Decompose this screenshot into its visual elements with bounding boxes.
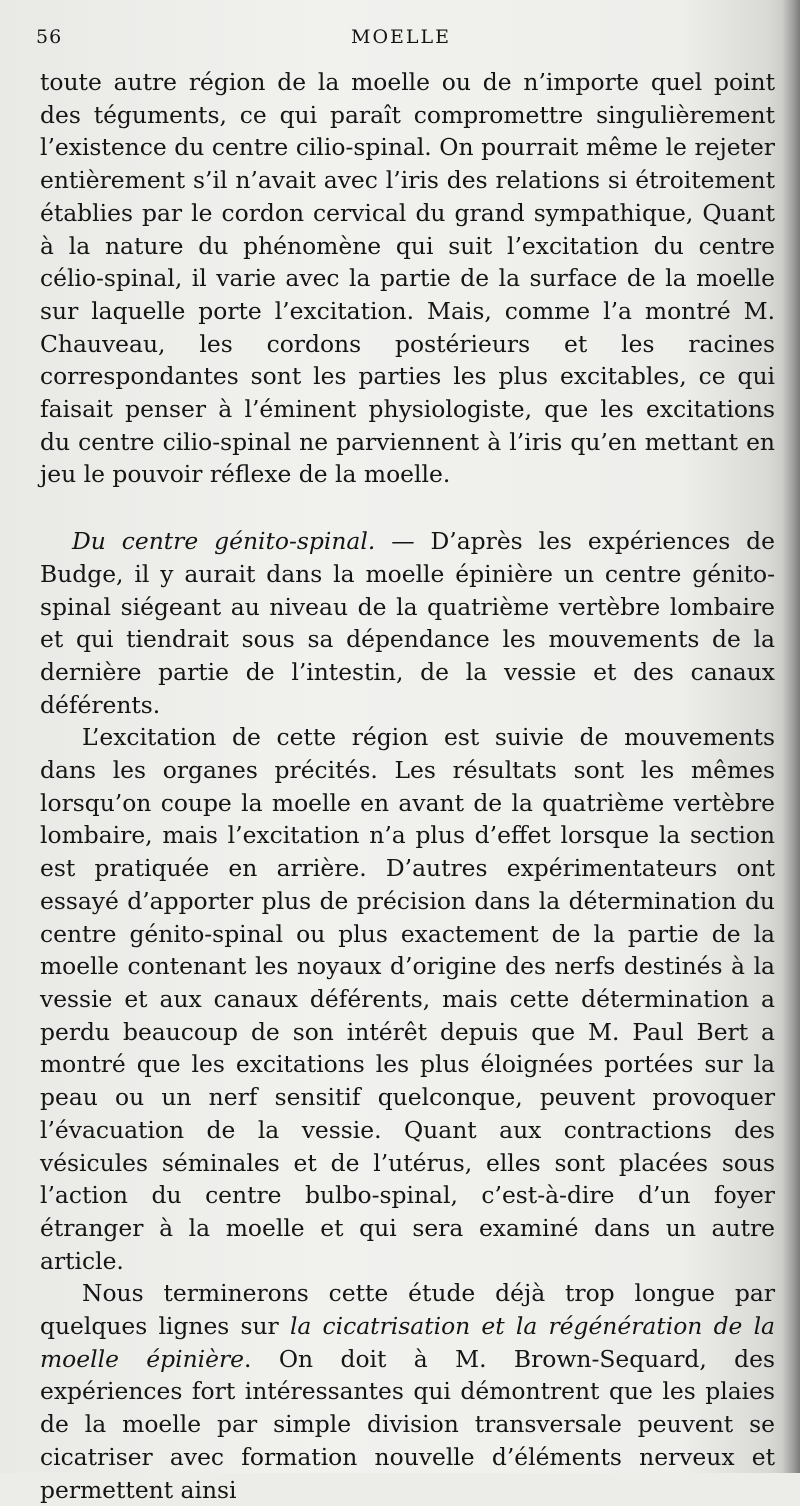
paragraph-text: . On doit à M. Brown-Sequard, des expériences fort intéressantes qui démontrent que les plaies de la moelle par simple division transversale peuvent se cicatriser avec formation nouvelle d’éléments nerveux et permettent ainsi [40, 1344, 775, 1504]
running-header [36, 26, 766, 56]
paragraph-text: Nous terminerons cette étude déjà trop longue par quelques lignes sur [40, 1279, 775, 1341]
running-title: MOELLE [350, 26, 451, 48]
paragraph-text: — D’après les expériences de Budge, il y aurait dans la moelle épinière un centre génito-spinal siégeant au niveau de la quatrième vertèbre lombaire et qui tiendrait sous sa dépendance les mouvements de la dernière partie de l’intestin, de la vessie et des canaux déférents. [40, 527, 775, 719]
page-number: 56 [36, 26, 63, 48]
paragraph-section-genito-spinal [40, 525, 775, 721]
paragraph-text: toute autre région de la moelle ou de n’importe quel point des téguments, ce qui paraît compromettre singulièrement l’existence du centre cilio-spinal. On pourrait même le rejeter entièrement s’il n’avait avec l’iris des relations si étroitement établies par le cordon cervical du grand sympathique, Quant à la nature du phénomène qui suit l’excitation du centre célio-spinal, il varie avec la partie de la surface de la moelle sur laquelle porte l’excitation. Mais, comme l’a montré M. Chauveau, les cordons postérieurs et les racines correspondantes sont les parties les plus excitables, ce qui faisait penser à l’éminent physiologiste, que les excitations du centre cilio-spinal ne parviennent à l’iris qu’en mettant en jeu le pouvoir réflexe de la moelle. [40, 68, 775, 489]
book-spine-shadow [782, 0, 800, 1473]
section-heading-italic: Du centre génito-spinal. [72, 527, 376, 556]
paragraph-cicatrisation [40, 1277, 775, 1506]
inline-italic-phrase: la cicatrisation et la régénération de la moelle épinière [40, 1312, 776, 1373]
body-text [40, 66, 775, 1506]
paragraph-excitation [40, 721, 775, 1277]
paragraph-continuation [40, 66, 775, 491]
paragraph-text: L’excitation de cette région est suivie de mouvements dans les organes précités. Les résultats sont les mêmes lorsqu’on coupe la moelle en avant de la quatrième vertèbre lombaire, mais l’excitation n’a plus d’effet lorsque la section est pratiquée en arrière. D’autres expérimentateurs ont essayé d’apporter plus de précision dans la détermination du centre génito-spinal ou plus exactement de la partie de la moelle contenant les noyaux d’origine des nerfs destinés à la vessie et aux canaux déférents, mais cette détermination a perdu beaucoup de son intérêt depuis que M. Paul Bert a montré que les excitations les plus éloignées portées sur la peau ou un nerf sensitif quelconque, peuvent provoquer l’évacuation de la vessie. Quant aux contractions des vésicules séminales et de l’utérus, elles sont placées sous l’action du centre bulbo-spinal, c’est-à-dire d’un foyer étranger à la moelle et qui sera examiné dans un autre article. [40, 723, 775, 1275]
